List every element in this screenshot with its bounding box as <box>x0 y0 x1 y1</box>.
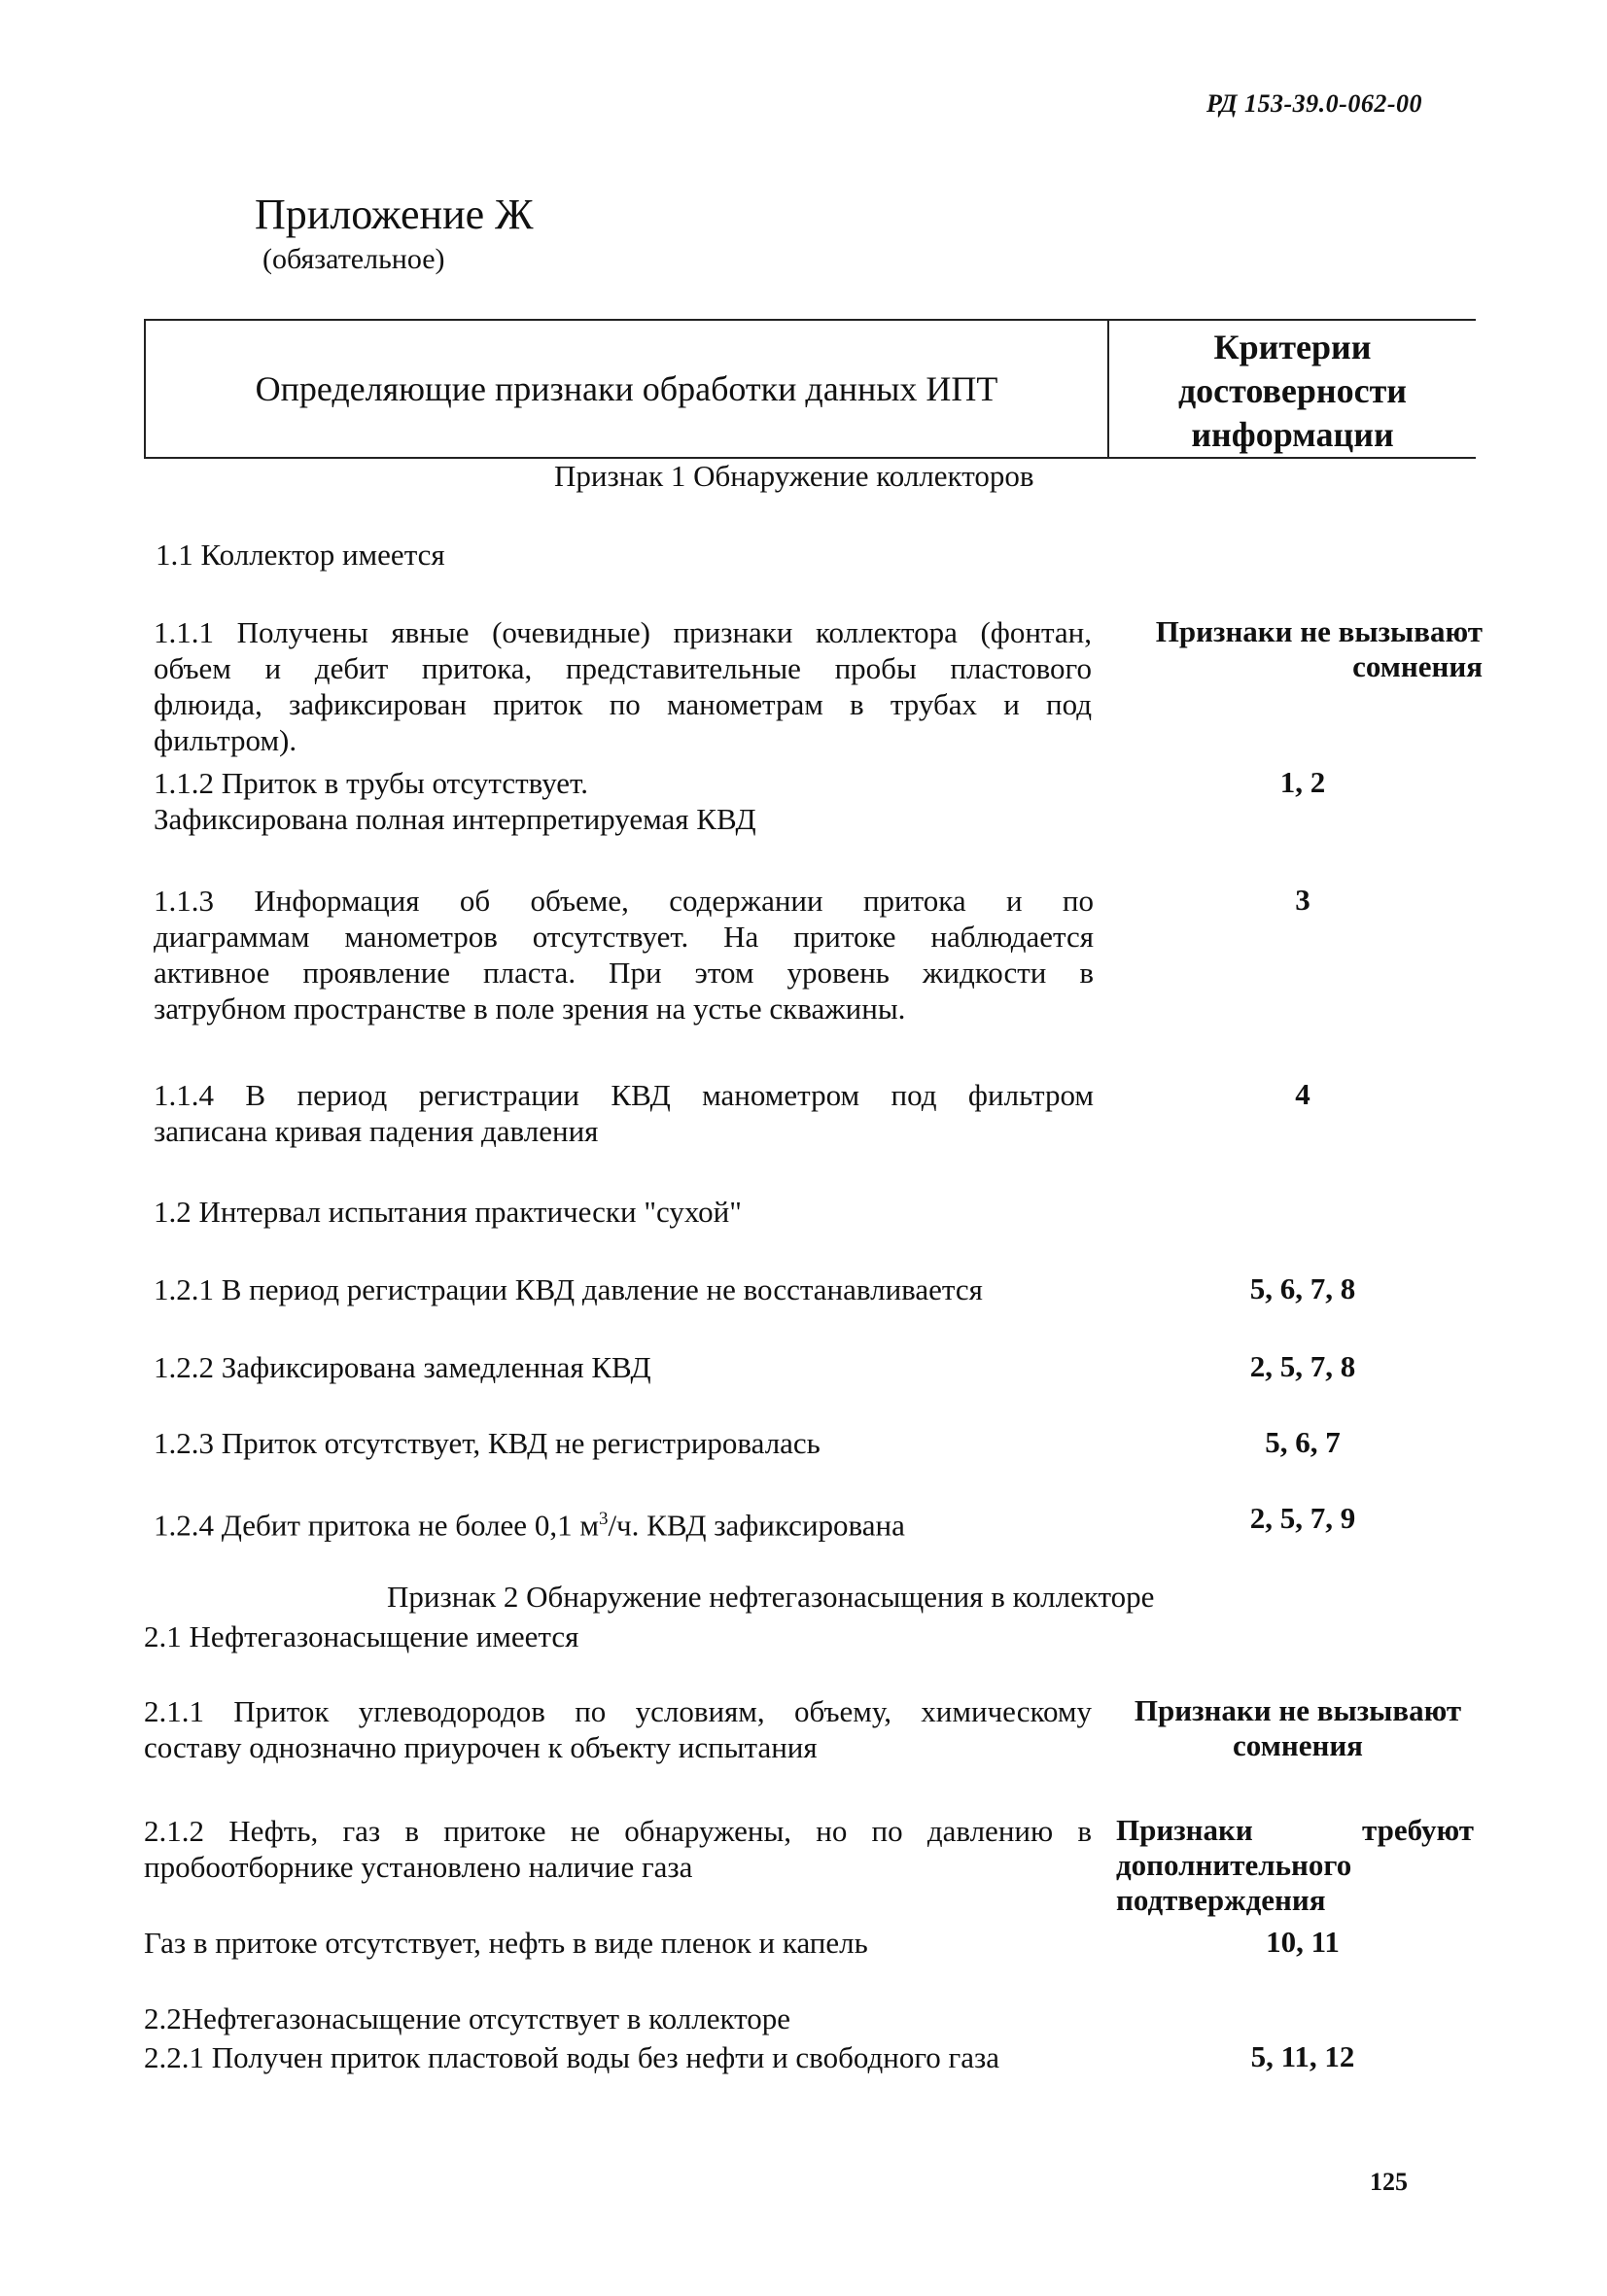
row-1-1-1-text <box>154 614 1092 758</box>
section-1-title: Признак 1 Обнаружение коллекторов <box>554 459 1034 493</box>
header-right-line: информации <box>1191 414 1394 454</box>
subsection-2-2: 2.2Нефтегазонасыщение отсутствует в коллекторе <box>144 2001 791 2035</box>
subsection-1-1: 1.1 Коллектор имеется <box>156 538 445 572</box>
criteria-line: Признаки не вызывают <box>1155 614 1483 648</box>
text-line: 2.1.1 Приток углеводородов по условиям, объему, химическому <box>144 1694 1092 1728</box>
appendix-title: Приложение Ж <box>255 191 534 238</box>
text-line: затрубном пространстве в поле зрения на устье скважины. <box>154 991 906 1026</box>
row-2-1-3-criteria: 10, 11 <box>1266 1925 1340 1959</box>
appendix-subtitle: (обязательное) <box>262 243 445 275</box>
criteria-line: дополнительного <box>1116 1848 1352 1882</box>
row-1-1-1-criteria <box>1147 614 1483 684</box>
text-line: 1.1.2 Приток в трубы отсутствует. <box>154 766 589 800</box>
row-1-2-1-criteria: 5, 6, 7, 8 <box>1249 1271 1356 1305</box>
text-part: /ч. КВД зафиксирована <box>608 1508 905 1543</box>
row-2-2-1-text: 2.2.1 Получен приток пластовой воды без нефти и свободного газа <box>144 2040 1000 2074</box>
row-1-2-3-criteria: 5, 6, 7 <box>1265 1425 1341 1459</box>
row-2-1-1-criteria <box>1128 1693 1468 1763</box>
text-line: активное проявление пласта. При этом уровень жидкости в <box>154 956 1094 990</box>
row-1-1-3-criteria: 3 <box>1295 883 1310 917</box>
row-1-2-1-text: 1.2.1 В период регистрации КВД давление не восстанавливается <box>154 1272 983 1306</box>
row-1-2-4-text <box>154 1501 905 1543</box>
subsection-1-2: 1.2 Интервал испытания практически "сухой" <box>154 1195 742 1229</box>
text-line: фильтром). <box>154 723 297 757</box>
page-number: 125 <box>1370 2168 1408 2196</box>
row-1-1-3-text <box>154 883 1094 1026</box>
text-line: 1.1.4 В период регистрации КВД манометром под фильтром <box>154 1078 1094 1112</box>
row-1-1-2-text <box>154 765 1092 837</box>
row-1-2-2-criteria: 2, 5, 7, 8 <box>1249 1349 1356 1383</box>
text-line: записана кривая падения давления <box>154 1114 599 1148</box>
criteria-line: Признаки требуют <box>1116 1813 1474 1847</box>
criteria-line: сомнения <box>1233 1728 1363 1762</box>
text-line: составу однозначно приурочен к объекту испытания <box>144 1730 818 1764</box>
superscript: 3 <box>598 1509 609 1529</box>
criteria-line: Признаки не вызывают <box>1134 1693 1462 1727</box>
table-header <box>144 319 1476 459</box>
section-2-title: Признак 2 Обнаружение нефтегазонасыщения в коллекторе <box>387 1580 1155 1614</box>
row-1-1-4-criteria: 4 <box>1295 1077 1310 1111</box>
text-line: 1.1.3 Информация об объеме, содержании притока и по <box>154 884 1094 918</box>
row-1-1-2-criteria: 1, 2 <box>1279 765 1326 799</box>
text-line: 1.1.1 Получены явные (очевидные) признаки коллектора (фонтан, <box>154 615 1092 649</box>
text-line: диаграммам манометров отсутствует. На притоке наблюдается <box>154 920 1094 954</box>
row-2-1-2-criteria <box>1116 1813 1474 1918</box>
row-1-2-3-text: 1.2.3 Приток отсутствует, КВД не регистрировалась <box>154 1426 821 1460</box>
row-1-2-2-text: 1.2.2 Зафиксирована замедленная КВД <box>154 1350 651 1384</box>
row-2-1-2-text <box>144 1813 1092 1885</box>
header-right-line: достоверности <box>1177 370 1408 410</box>
criteria-line: подтверждения <box>1116 1883 1326 1917</box>
row-2-2-1-criteria: 5, 11, 12 <box>1250 2039 1355 2073</box>
text-line: пробоотборнике установлено наличие газа <box>144 1850 693 1884</box>
header-left-cell: Определяющие признаки обработки данных ИПТ <box>144 321 1109 457</box>
row-1-2-4-criteria: 2, 5, 7, 9 <box>1249 1501 1356 1535</box>
row-2-1-3-text: Газ в притоке отсутствует, нефть в виде пленок и капель <box>144 1926 868 1960</box>
text-line: 2.1.2 Нефть, газ в притоке не обнаружены, но по давлению в <box>144 1814 1092 1848</box>
text-line: Зафиксирована полная интерпретируемая КВД <box>154 802 756 836</box>
header-right-line: Критерии <box>1213 327 1372 366</box>
document-code: РД 153-39.0-062-00 <box>1205 89 1422 118</box>
criteria-line: сомнения <box>1352 649 1483 683</box>
header-right-cell <box>1109 321 1476 457</box>
text-line: объем и дебит притока, представительные пробы пластового <box>154 651 1092 685</box>
text-part: 1.2.4 Дебит притока не более 0,1 м <box>154 1508 599 1543</box>
text-line: флюида, зафиксирован приток по манометрам в трубах и под <box>154 687 1092 721</box>
subsection-2-1: 2.1 Нефтегазонасыщение имеется <box>144 1619 579 1653</box>
row-2-1-1-text <box>144 1693 1092 1765</box>
row-1-1-4-text <box>154 1077 1094 1149</box>
